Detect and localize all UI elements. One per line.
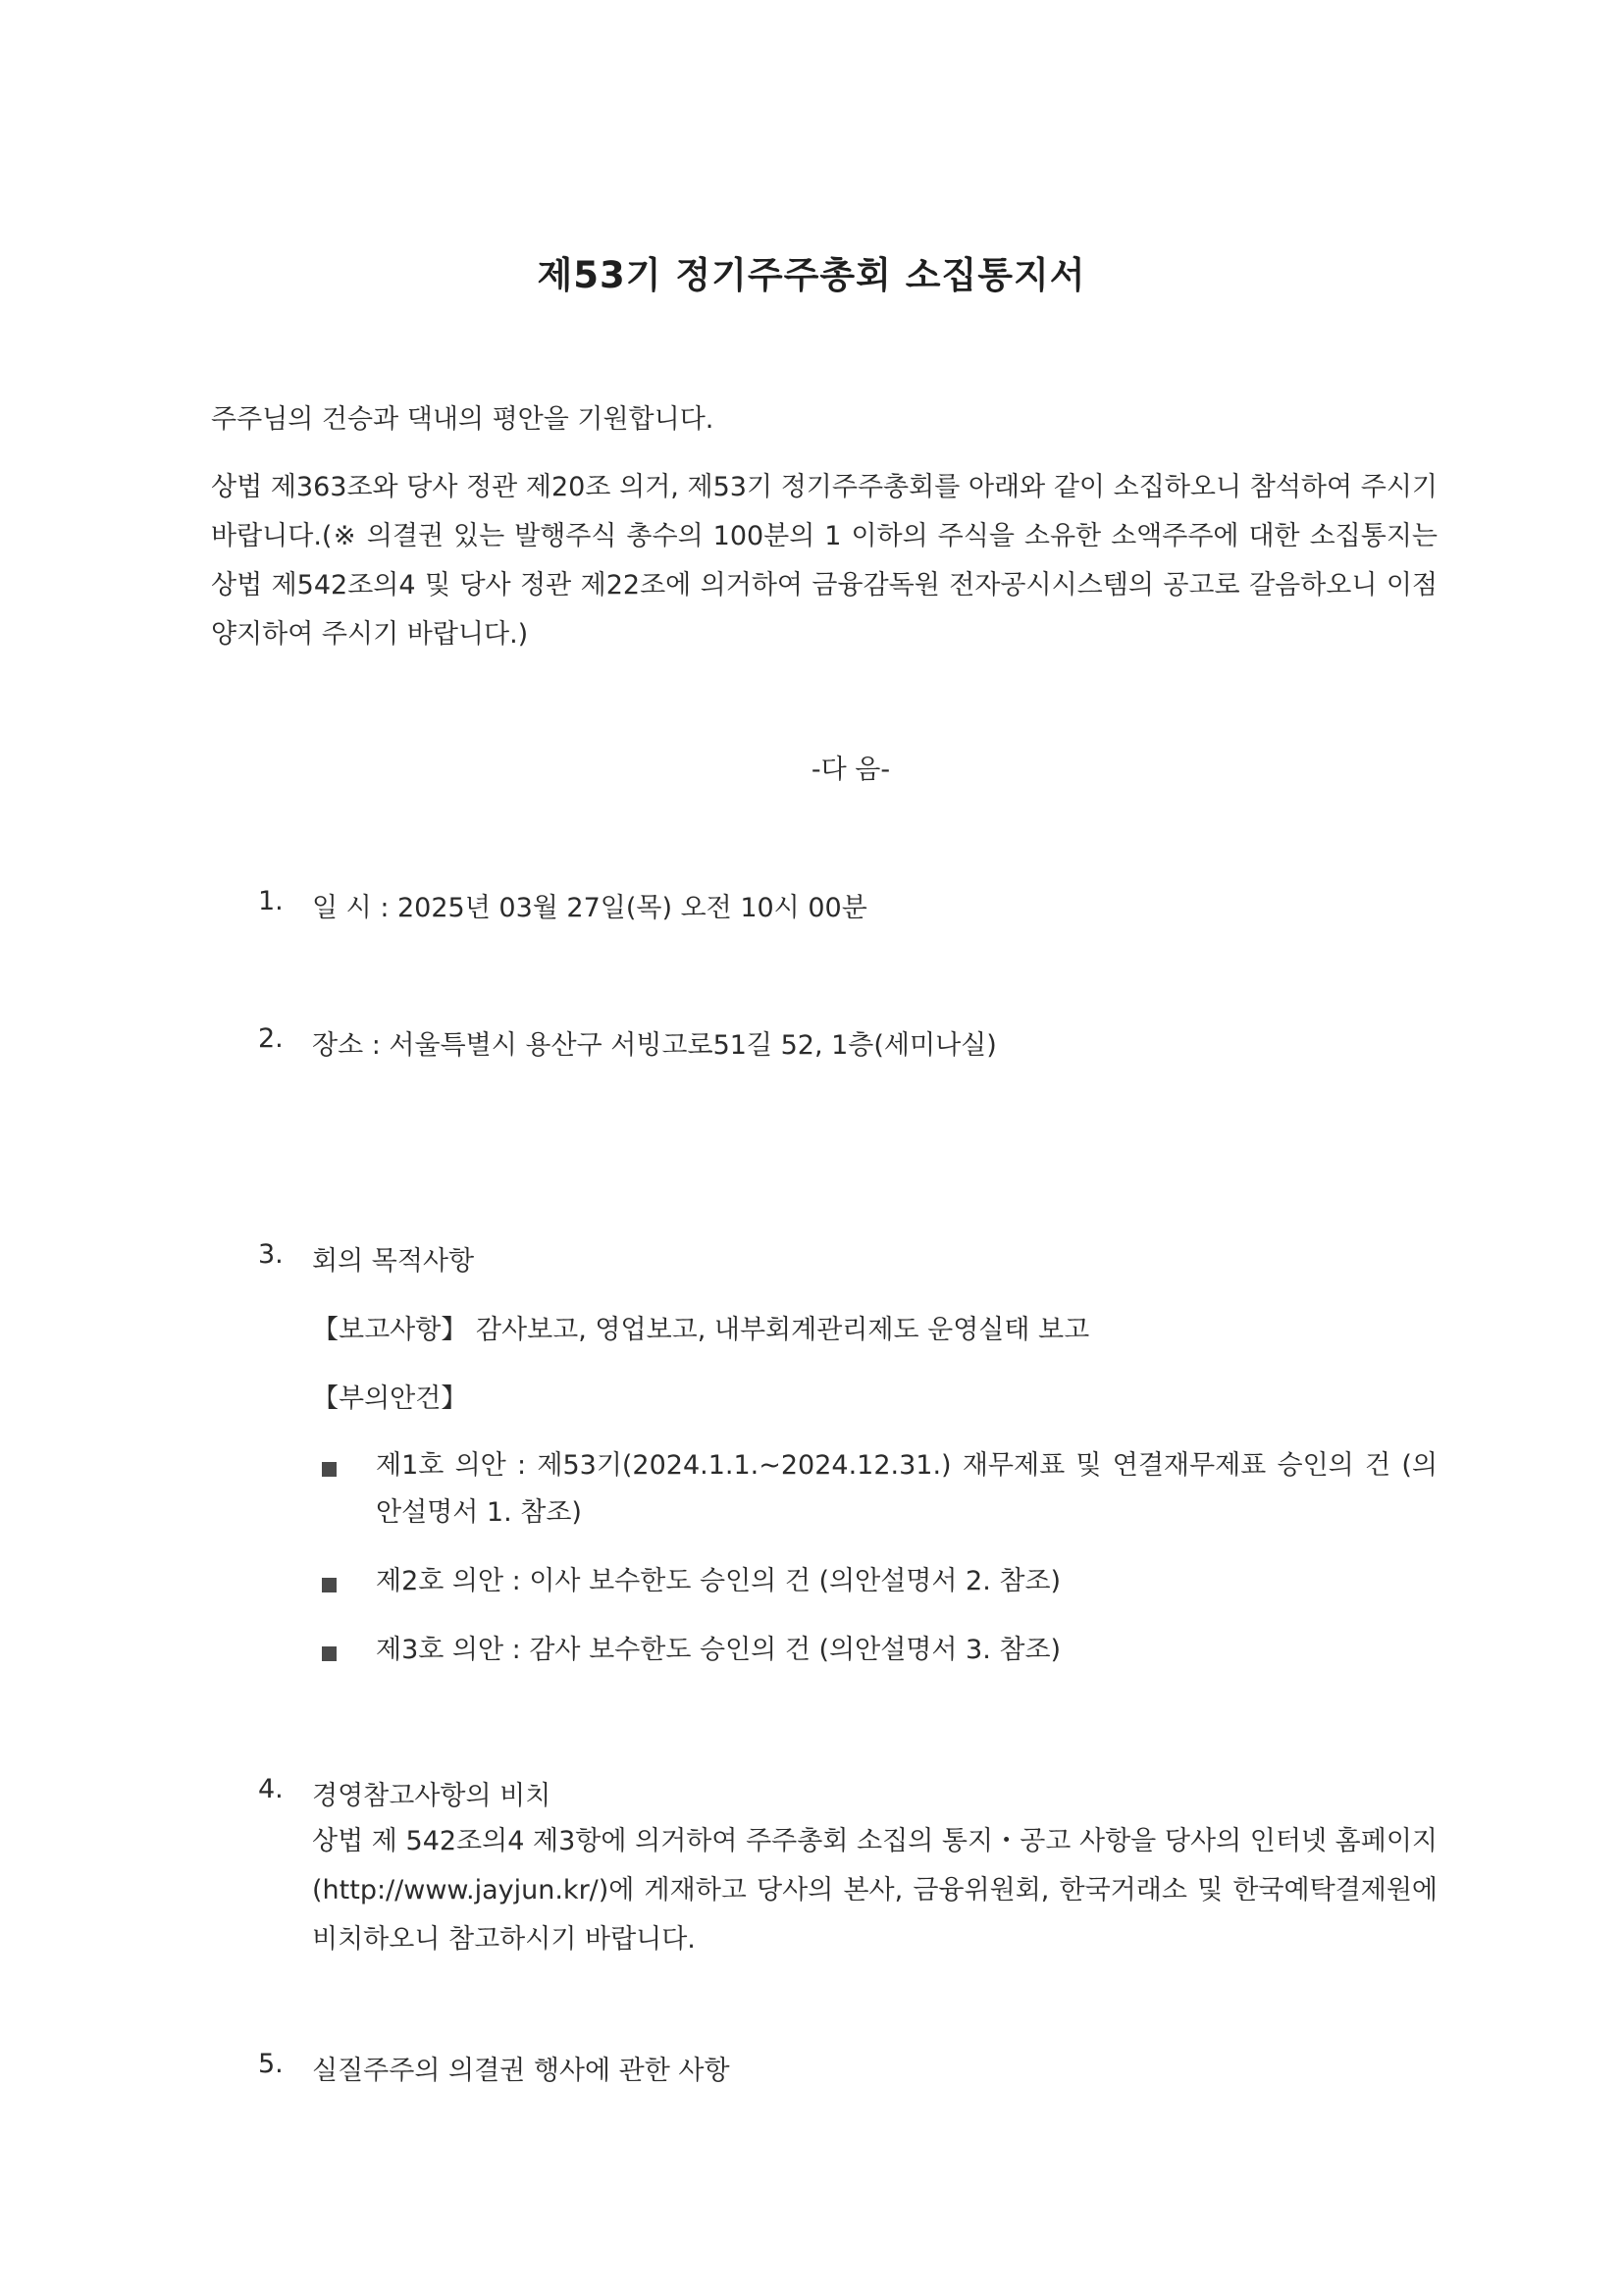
document-title: 제53기 정기주주총회 소집통지서	[537, 254, 1086, 296]
agenda-item: 제1호 의안 : 제53기(2024.1.1.~2024.12.31.) 재무제표 및 연결재무제표 승인의 건 (의안설명서 1. 참조)	[376, 1450, 1438, 1528]
item-reference-materials: 경영참고사항의 비치	[312, 1781, 551, 1811]
item-number: 2.	[258, 1023, 284, 1054]
bullet-icon	[322, 1646, 337, 1661]
section-separator: -다 음-	[811, 755, 891, 785]
bullet-icon	[322, 1462, 337, 1477]
item-voting-rights: 실질주주의 의결권 행사에 관한 사항	[312, 2056, 730, 2086]
item-number: 1.	[258, 886, 284, 916]
item-datetime: 일 시 : 2025년 03월 27일(목) 오전 10시 00분	[312, 893, 867, 923]
item-number: 5.	[258, 2049, 284, 2079]
reference-text: 상법 제 542조의4 제3항에 의거하여 주주총회 소집의 통지・공고 사항을 당사의 인터넷 홈페이지(http://www.jayjun.kr/)에 게재하고 당사의 본사, 금융위원회, 한국거래소 및 한국예탁결제원에 비치하오니 참고하시기 바랍니다.	[312, 1826, 1438, 1955]
item-number: 3.	[258, 1239, 284, 1270]
agenda-item: 제2호 의안 : 이사 보수한도 승인의 건 (의안설명서 2. 참조)	[376, 1566, 1062, 1596]
agenda-item: 제3호 의안 : 감사 보수한도 승인의 건 (의안설명서 3. 참조)	[376, 1635, 1062, 1665]
bullet-icon	[322, 1578, 337, 1592]
greeting-text: 주주님의 건승과 댁내의 평안을 기원합니다.	[211, 404, 714, 435]
agenda-header: 【부의안건】	[312, 1383, 468, 1414]
item-meeting-purpose: 회의 목적사항	[312, 1246, 475, 1277]
notice-body-text: 상법 제363조와 당사 정관 제20조 의거, 제53기 정기주주총회를 아래와 같이 소집하오니 참석하여 주시기 바랍니다.(※ 의결권 있는 발행주식 총수의 100분의 1 이하의 주식을 소유한 소액주주에 대한 소집통지는 상법 제542조의4 및 당사 정관 제22조에 의거하여 금융감독원 전자공시시스템의 공고로 갈음하오니 이점 양지하여 주시기 바랍니다.)	[211, 472, 1438, 650]
item-location: 장소 : 서울특별시 용산구 서빙고로51길 52, 1층(세미나실)	[312, 1030, 997, 1061]
report-items: 【보고사항】 감사보고, 영업보고, 내부회계관리제도 운영실태 보고	[312, 1315, 1090, 1345]
item-number: 4.	[258, 1774, 284, 1804]
